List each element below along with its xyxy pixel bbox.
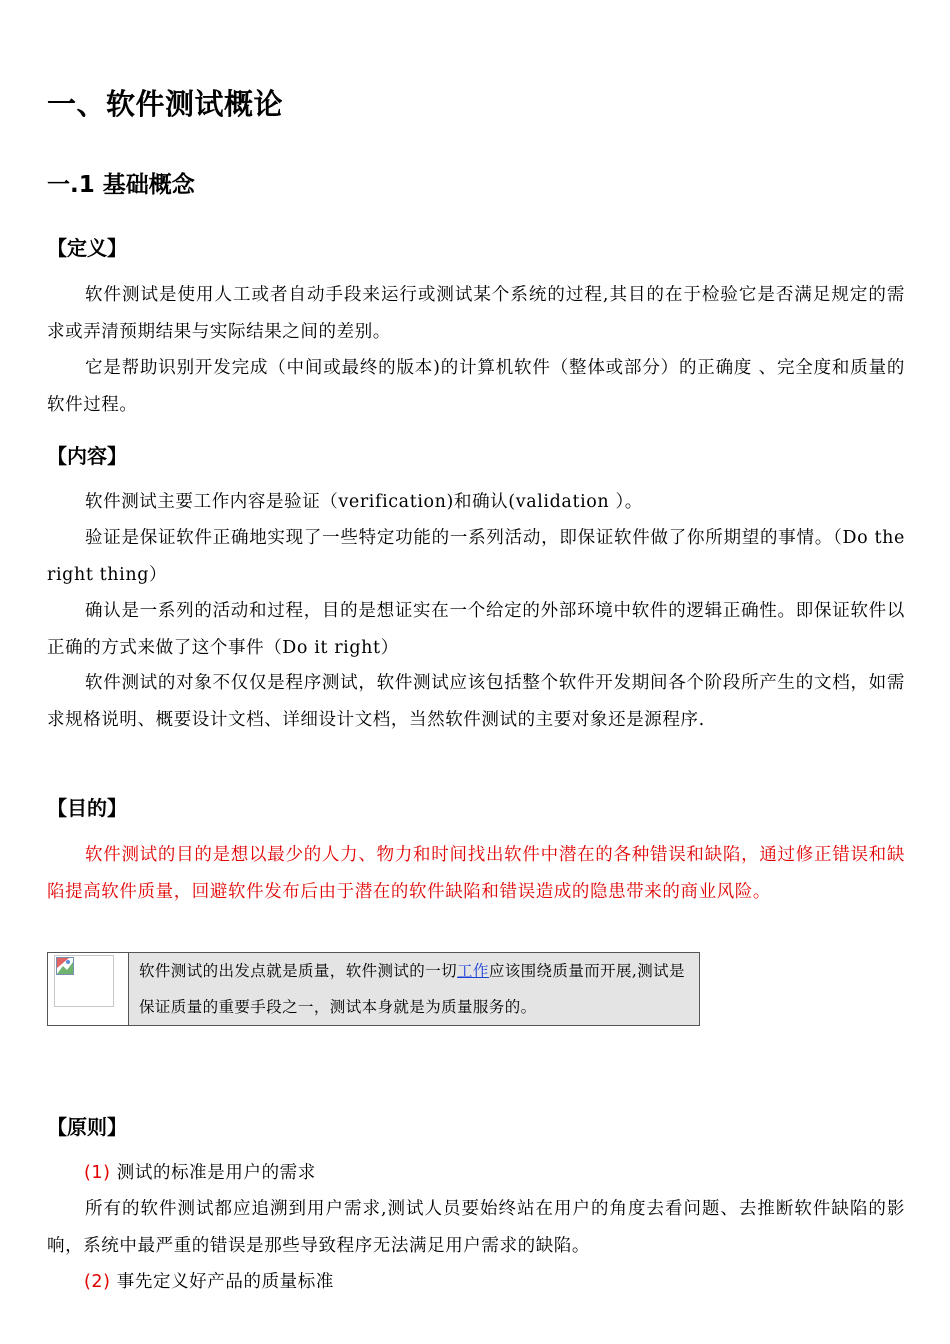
content-label: 【内容】 xyxy=(47,444,127,468)
purpose-label: 【目的】 xyxy=(47,796,127,820)
chapter-heading: 一、软件测试概论 xyxy=(47,87,284,121)
content-paragraph-3: 确认是一系列的活动和过程，目的是想证实在一个给定的外部环境中软件的逻辑正确性。即保证软件以正确的方式来做了这个事件（Do it right） xyxy=(47,601,905,658)
callout-box xyxy=(47,952,700,1026)
purpose-paragraph: 软件测试的目的是想以最少的人力、物力和时间找出软件中潜在的各种错误和缺陷，通过修正错误和缺陷提高软件质量，回避软件发布后由于潜在的软件缺陷和错误造成的隐患带来的商业风险。 xyxy=(47,845,905,902)
broken-image-icon xyxy=(54,955,114,1007)
work-link[interactable]: 工作 xyxy=(457,962,489,980)
content-paragraph-1: 软件测试主要工作内容是验证（verification)和确认(validation ）。 xyxy=(85,492,643,512)
section-heading: 一.1 基础概念 xyxy=(47,172,195,198)
principles-label: 【原则】 xyxy=(47,1115,127,1139)
definition-paragraph-1: 软件测试是使用人工或者自动手段来运行或测试某个系统的过程,其目的在于检验它是否满足规定的需求或弄清预期结果与实际结果之间的差别。 xyxy=(47,285,905,342)
principle-1-text: 所有的软件测试都应追溯到用户需求,测试人员要始终站在用户的角度去看问题、去推断软件缺陷的影响，系统中最严重的错误是那些导致程序无法满足用户需求的缺陷。 xyxy=(47,1199,905,1256)
callout-image-cell xyxy=(48,953,129,1025)
definition-paragraph-2: 它是帮助识别开发完成（中间或最终的版本)的计算机软件（整体或部分）的正确度 、完全度和质量的软件过程。 xyxy=(47,358,905,415)
principle-1-title: (1) 测试的标准是用户的需求 xyxy=(84,1163,316,1183)
principle-2-title: (2) 事先定义好产品的质量标准 xyxy=(84,1272,334,1292)
content-paragraph-2: 验证是保证软件正确地实现了一些特定功能的一系列活动，即保证软件做了你所期望的事情。（Do the right thing） xyxy=(47,528,905,585)
definition-label: 【定义】 xyxy=(47,236,127,260)
callout-text: 软件测试的出发点就是质量，软件测试的一切工作应该围绕质量而开展,测试是保证质量的重要手段之一，测试本身就是为质量服务的。 xyxy=(139,962,685,1016)
content-paragraph-4: 软件测试的对象不仅仅是程序测试，软件测试应该包括整个软件开发期间各个阶段所产生的文档，如需求规格说明、概要设计文档、详细设计文档，当然软件测试的主要对象还是源程序. xyxy=(47,673,905,730)
